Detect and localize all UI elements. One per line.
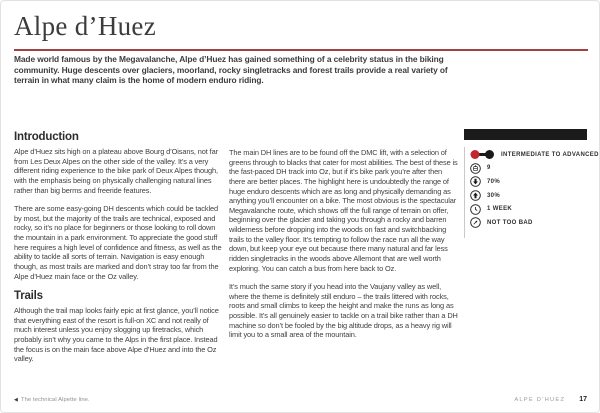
duration-label: 1 WEEK: [487, 206, 513, 213]
footer-section-label: ALPE D’HUEZ: [514, 397, 566, 403]
infobox-rows: [464, 147, 599, 238]
gondola-icon: [470, 163, 481, 174]
section-heading-trails: Trails: [14, 290, 43, 303]
infobox-row-navigation: [470, 216, 587, 230]
caption-text: The technical Alpette line.: [20, 397, 90, 403]
navigation-label: NOT TOO BAD: [487, 219, 533, 226]
photo-caption: [14, 397, 90, 403]
clock-icon: [470, 204, 481, 215]
title-rule: [14, 49, 588, 51]
difficulty-dots-icon: [470, 149, 495, 160]
lifts-count-label: 9: [487, 165, 491, 172]
infobox-row-difficulty: [470, 148, 599, 162]
climb-percent-label: 30%: [487, 192, 501, 199]
page-title: Alpe d’Huez: [14, 11, 156, 41]
right-column-paragraph-2: It’s much the same story if you head into the Vaujany valley as well, where the theme is definitely still enduro – the trails littered with rocks, roots and small climbs to keep the height and make the runs as long as possible. It’s all genuinely easier to tackle on a trail bike rather than a DH machine so don’t be fooled by the big altitude drops, as a heavy rig will limit you to a small area of the mountain.: [229, 282, 458, 340]
compass-icon: [470, 217, 481, 228]
introduction-paragraph-1: Alpe d’Huez sits high on a plateau above Bourg d’Oisans, not far from Les Deux Alpes on the other side of the valley. It’s a very different riding experience to the bike park of Deux Alpes though, with the emphasis being on physically challenging natural lines rather than big berms and freeride features.: [14, 147, 218, 195]
infobox-header-bar: [464, 129, 587, 140]
right-column-paragraph-1: The main DH lines are to be found off the DMC lift, with a selection of greens through to blacks that cater for most abilities. The best of these is the fast-paced DH track into Oz, but if it’s bike park you’re after then there are better places. The highlight here is undoubtedly the range of huge enduro descents which are as long and physically demanding as anything you’ll encounter on a bike. The most obvious is the spectacular Megavalanche route, which shows off the full range of terrain on offer, beginning over the glacier and taking you through a rocky and barren wilderness before dropping into the woods on fast and switchbacking trails to the valley floor. It’s tempting to follow the race run all the way down, but keep your eye out because there many natural and far less ridden singletracks in the woods above Allemont that are well worth exploring. You can catch a bus from here back to Oz.: [229, 148, 458, 273]
section-heading-introduction: Introduction: [14, 131, 79, 143]
left-column: [14, 131, 223, 373]
descent-percent-label: 70%: [487, 178, 501, 185]
introduction-paragraph-2: There are some easy-going DH descents which could be tackled by most, but the majority of the trails are technical, exposed and rocky, so it’s no place for beginners or those looking to roll down the mountain in a park environment. To appreciate the good stuff here requires a high level of confidence and fitness, as well as the ability to tackle all sorts of terrain. Navigation is easy enough though, as most trails are marked and don’t stray too far from the Alpe d’Huez main face or the Oz valley.: [14, 204, 222, 281]
climb-arrow-icon: [470, 190, 481, 201]
infobox-row-duration: [470, 202, 587, 216]
infobox-row-climb: [470, 189, 587, 203]
descent-arrow-icon: [470, 176, 481, 187]
caption-arrow-icon: ◀: [14, 397, 18, 403]
infobox-row-lifts: [470, 162, 587, 176]
trails-paragraph-1: Although the trail map looks fairly epic at first glance, you’ll notice that everything east of the resort is full-on XC and not really of much interest unless you enjoy slogging up firetracks, which probably isn’t why you came to the Alps in the first place. Instead the focus is on the main face above Alpe d’Huez and into the Oz valley.: [14, 306, 219, 364]
trip-infobox: [464, 129, 599, 238]
running-footer: [514, 396, 587, 403]
infobox-row-descent: [470, 175, 587, 189]
page-number: 17: [579, 396, 587, 403]
intro-paragraph: Made world famous by the Megavalanche, Alpe d’Huez has gained something of a celebrity status in the biking community. Huge descents over glaciers, moorland, rocky singletracks and forest trails provide a real variety of terrain in what many claim is the home of modern enduro riding.: [14, 54, 448, 86]
difficulty-label: INTERMEDIATE TO ADVANCED: [501, 151, 599, 158]
right-column: [229, 148, 458, 349]
